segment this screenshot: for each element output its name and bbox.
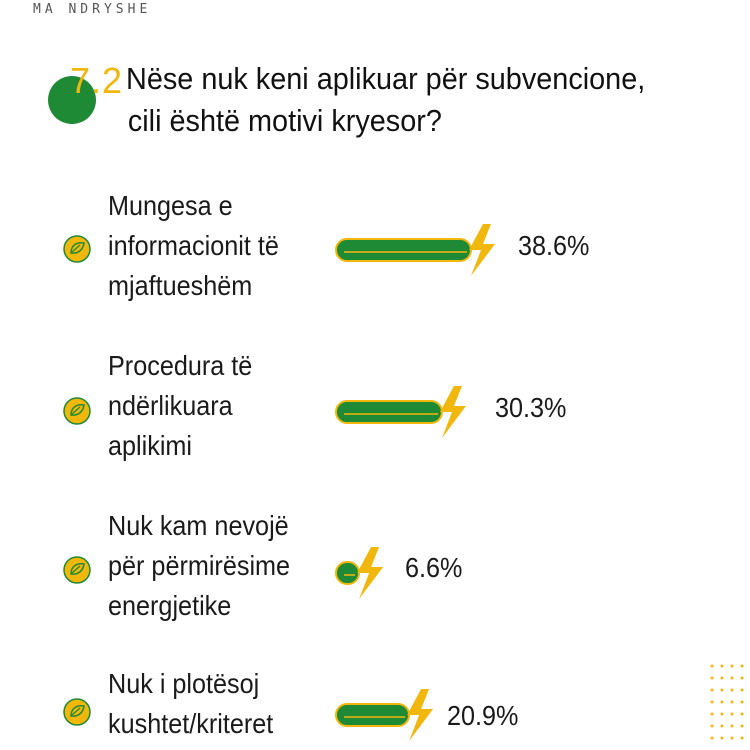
item-label-line: informacionit të [108,230,279,261]
item-label-line: Nuk i plotësoj [108,668,260,699]
value-label: 30.3% [495,392,567,423]
lightning-bolt-icon [440,386,466,438]
item-label-line: kushtet/kriteret [108,708,274,739]
lightning-bolt-icon [469,224,495,276]
item-label-line: Nuk kam nevojë [108,510,289,541]
question-number: 7.2 [70,60,124,101]
bar-body [336,704,409,726]
item-label-line: për përmirësime [108,550,291,581]
title-line-1: Nëse nuk keni aplikuar për subvencione, [126,61,646,96]
item-label-line: energjetike [108,590,232,621]
item-label-line: mjaftueshëm [108,270,253,301]
lightning-bolt-icon [407,689,433,741]
bar-body [336,239,471,261]
brand-logo: MA NDRYSHE [33,2,152,17]
bar [336,224,495,276]
item-label-line: Mungesa e [108,190,233,221]
bar-body [336,562,359,584]
dot-pattern-decoration [706,660,746,750]
item-label-line: ndërlikuara [108,390,233,421]
bar [336,386,466,438]
value-label: 20.9% [447,700,519,731]
bar-body [336,401,442,423]
item-label-line: aplikimi [108,430,193,461]
item-label-line: Procedura të [108,350,253,381]
bar [336,689,433,741]
bar [336,547,383,599]
value-label: 38.6% [518,230,590,261]
title-line-2: cili është motivi kryesor? [127,103,442,138]
lightning-bolt-icon [357,547,383,599]
value-label: 6.6% [405,552,463,583]
